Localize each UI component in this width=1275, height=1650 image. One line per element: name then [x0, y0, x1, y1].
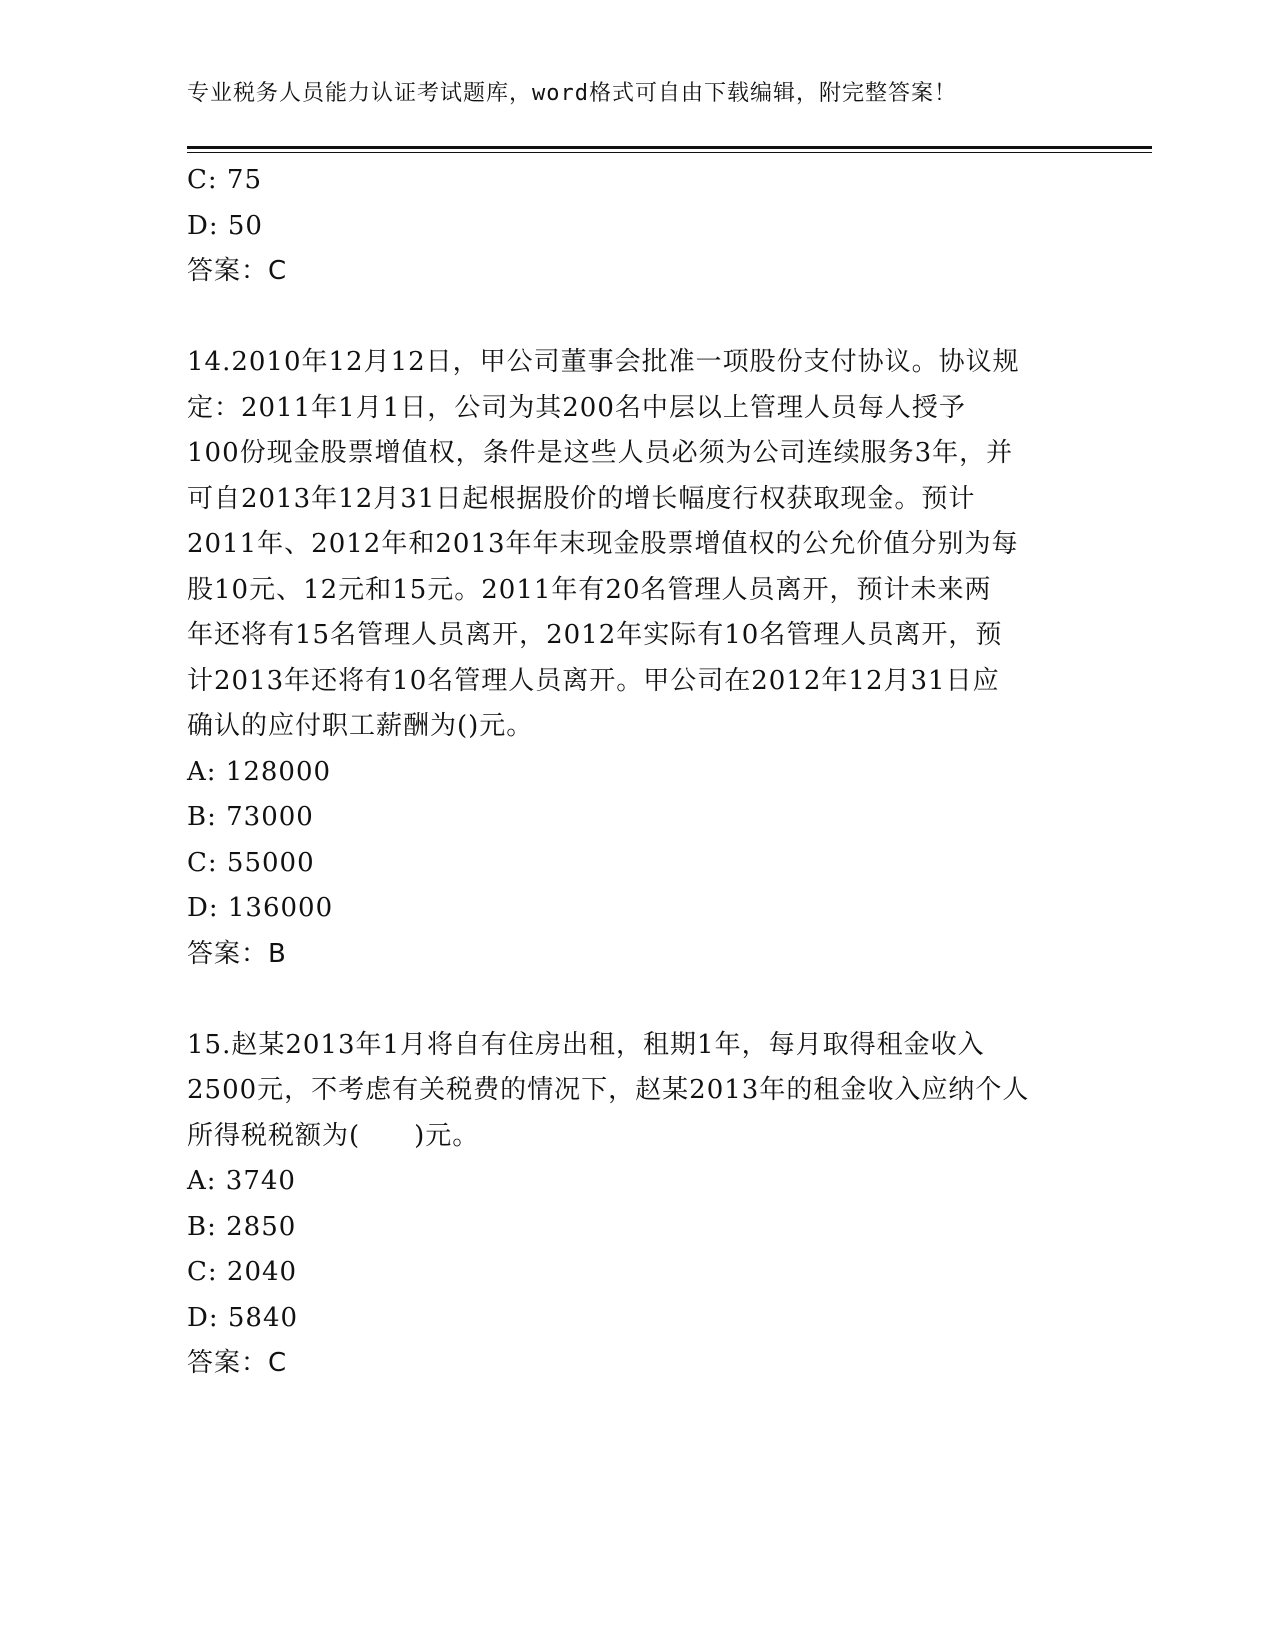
- question-text-line: 年还将有15名管理人员离开，2012年实际有10名管理人员离开，预: [187, 620, 1003, 650]
- question-text-line: 可自2013年12月31日起根据股价的增长幅度行权获取现金。预计: [187, 483, 976, 514]
- option-d: D: 50: [187, 210, 263, 241]
- question-text-line: 定：2011年1月1日，公司为其200名中层以上管理人员每人授予: [187, 392, 966, 423]
- question-text-line: 所得税税额为( )元。: [187, 1120, 480, 1151]
- question-text-line: 2500元，不考虑有关税费的情况下，赵某2013年的租金收入应纳个人: [187, 1075, 1030, 1105]
- document-body: [187, 158, 1087, 1387]
- question-15: [187, 1023, 1087, 1387]
- header-rule-thick: [187, 146, 1152, 149]
- answer-line: 答案：B: [187, 938, 287, 969]
- answer-line: 答案：C: [187, 256, 288, 286]
- question-text-line: 2011年、2012年和2013年年末现金股票增值权的公允价值分别为每: [187, 529, 1019, 559]
- page-header: 专业税务人员能力认证考试题库，word格式可自由下载编辑，附完整答案！: [187, 81, 957, 106]
- answer-line: 答案：C: [187, 1348, 288, 1378]
- option-d: D: 5840: [187, 1302, 299, 1333]
- spacer: [187, 295, 1087, 341]
- option-a: A: 3740: [187, 1166, 296, 1196]
- question-text-line: 计2013年还将有10名管理人员离开。甲公司在2012年12月31日应: [187, 665, 1000, 696]
- question-text-line: 确认的应付职工薪酬为()元。: [187, 711, 534, 741]
- option-d: D: 136000: [187, 893, 334, 923]
- option-c: C: 55000: [187, 847, 315, 878]
- question-text-line: 14.2010年12月12日，甲公司董事会批准一项股份支付协议。协议规: [187, 347, 1020, 377]
- header-rule-thin: [187, 152, 1152, 153]
- spacer: [187, 977, 1087, 1023]
- question-text-line: 15.赵某2013年1月将自有住房出租，租期1年，每月取得租金收入: [187, 1029, 985, 1060]
- option-c: C: 2040: [187, 1257, 298, 1287]
- question-text-line: 股10元、12元和15元。2011年有20名管理人员离开，预计未来两: [187, 574, 992, 605]
- question-text-line: 100份现金股票增值权，条件是这些人员必须为公司连续服务3年，并: [187, 438, 1014, 468]
- option-b: B: 73000: [187, 802, 314, 832]
- question-14: [187, 340, 1087, 977]
- option-c: C: 75: [187, 165, 263, 195]
- option-a: A: 128000: [187, 756, 332, 787]
- option-b: B: 2850: [187, 1211, 297, 1242]
